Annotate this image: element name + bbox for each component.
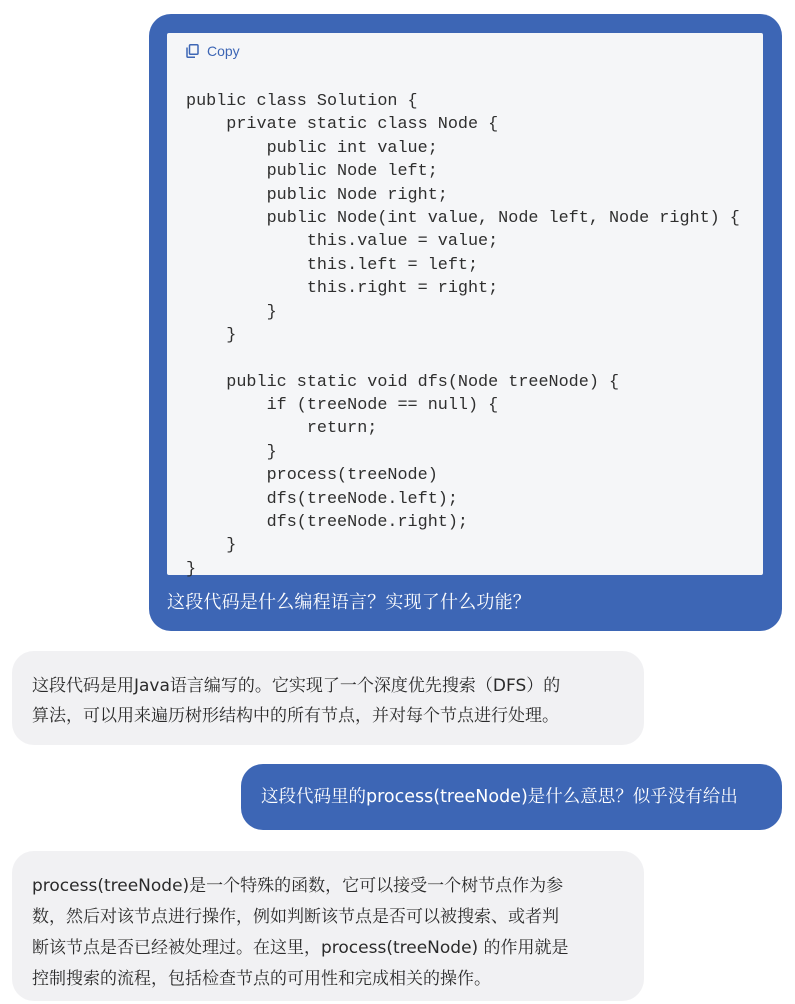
code-line: } xyxy=(186,442,277,462)
code-line: public Node right; xyxy=(186,185,448,205)
code-line: public Node(int value, Node left, Node right) { xyxy=(186,208,740,228)
user-question-text: 这段代码是什么编程语言？实现了什么功能？ xyxy=(167,592,531,613)
code-line: dfs(treeNode.right); xyxy=(186,513,468,533)
code-line xyxy=(186,347,740,370)
assistant-message-line: 断该节点是否已经被处理过。在这里，process(treeNode) 的作用就是 xyxy=(32,938,569,958)
code-line: this.right = right; xyxy=(186,279,499,299)
code-line: if (treeNode == null) { xyxy=(186,396,499,416)
copy-icon xyxy=(186,44,199,58)
assistant-message-bubble xyxy=(12,651,644,745)
code-line: } xyxy=(186,302,277,322)
user-message-bubble xyxy=(241,764,782,830)
code-line: public int value; xyxy=(186,138,438,158)
code-line: public static void dfs(Node treeNode) { xyxy=(186,372,620,392)
code-text xyxy=(186,90,740,581)
code-block-card xyxy=(167,33,763,579)
assistant-message-line: 数，然后对该节点进行操作，例如判断该节点是否可以被搜索、或者判 xyxy=(32,907,559,927)
assistant-message-line: 算法，可以用来遍历树形结构中的所有节点，并对每个节点进行处理。 xyxy=(32,706,559,726)
assistant-message-line: 控制搜索的流程，包括检查节点的可用性和完成相关的操作。 xyxy=(32,969,491,989)
assistant-message-bubble xyxy=(12,851,644,1001)
code-line: private static class Node { xyxy=(186,115,499,135)
code-line: this.left = left; xyxy=(186,255,479,275)
code-line: process(treeNode) xyxy=(186,466,438,486)
code-line: public class Solution { xyxy=(186,92,418,111)
code-line: public Node left; xyxy=(186,162,438,182)
assistant-message-line: 这段代码是用Java语言编写的。它实现了一个深度优先搜索（DFS）的 xyxy=(32,676,561,696)
user-message-text: 这段代码里的process(treeNode)是什么意思？似乎没有给出 xyxy=(261,787,738,807)
code-line: dfs(treeNode.left); xyxy=(186,489,458,509)
code-line: return; xyxy=(186,419,378,439)
code-line: this.value = value; xyxy=(186,232,499,252)
code-line: } xyxy=(186,325,237,345)
assistant-message-line: process(treeNode)是一个特殊的函数，它可以接受一个树节点作为参 xyxy=(32,876,564,896)
copy-button[interactable] xyxy=(186,43,240,59)
user-message-code-bubble xyxy=(149,14,782,631)
copy-label: Copy xyxy=(207,43,240,59)
code-line: } xyxy=(186,559,197,579)
code-line: } xyxy=(186,536,237,556)
